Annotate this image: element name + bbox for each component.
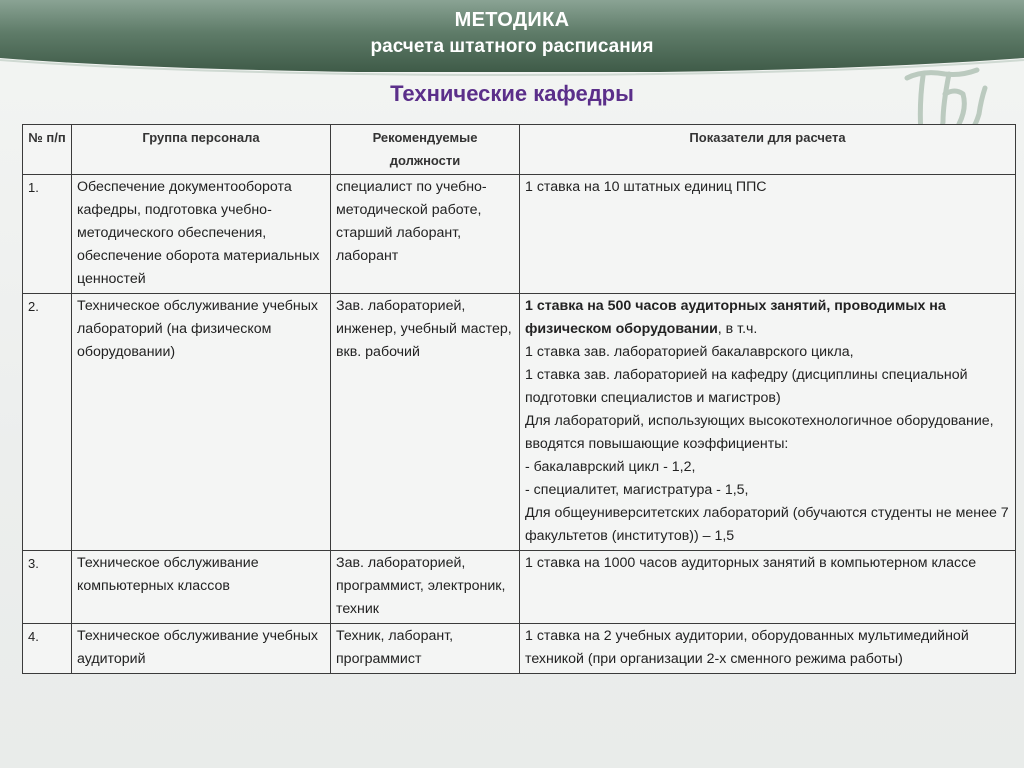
- table-row: [23, 551, 1016, 624]
- indicator-line: - специалитет, магистратура - 1,5,: [525, 482, 749, 498]
- column-header-indicators: Показатели для расчета: [520, 125, 1016, 175]
- indicator-line: 1 ставка зав. лабораторией бакалаврского цикла,: [525, 344, 854, 360]
- staffing-table: [22, 124, 1016, 674]
- slide-title: МЕТОДИКА: [454, 9, 570, 31]
- row-group: Обеспечение документооборота кафедры, подготовка учебно-методического обеспечения, обеспечение оборота материальных ценностей: [72, 175, 331, 294]
- row-number: 2.: [23, 294, 72, 551]
- row-positions: [331, 294, 520, 551]
- row-number: 4.: [23, 624, 72, 674]
- table-row: [23, 294, 1016, 551]
- row-positions: специалист по учебно-методической работе, старший лаборант, лаборант: [331, 175, 520, 294]
- column-header-number: № п/п: [23, 125, 72, 175]
- indicator-line: Для общеуниверситетских лабораторий (обучаются студенты не менее 7 факультетов (институтов)) – 1,5: [525, 505, 1009, 544]
- row-indicators: 1 ставка на 2 учебных аудитории, оборудованных мультимедийной техникой (при организации 2-х сменного режима работы): [520, 624, 1016, 674]
- row-positions: Техник, лаборант, программист: [331, 624, 520, 674]
- row-group: Техническое обслуживание учебных лабораторий (на физическом оборудовании): [72, 294, 331, 551]
- row-number: 3.: [23, 551, 72, 624]
- indicator-line: 1 ставка зав. лабораторией на кафедру (дисциплины специальной подготовки специалистов и магистров): [525, 367, 968, 406]
- indicator-line: - бакалаврский цикл - 1,2,: [525, 459, 696, 475]
- row-indicators: 1 ставка на 10 штатных единиц ППС: [520, 175, 1016, 294]
- indicator-lead: [525, 295, 1010, 341]
- row-group: Техническое обслуживание компьютерных классов: [72, 551, 331, 624]
- row-indicators: [520, 294, 1016, 551]
- slide-subtitle: расчета штатного расписания: [370, 36, 654, 57]
- row-group: Техническое обслуживание учебных аудиторий: [72, 624, 331, 674]
- positions-line: Зав. лабораторией, инженер, учебный мастер,: [336, 298, 512, 337]
- column-header-group: Группа персонала: [72, 125, 331, 175]
- table-row: [23, 175, 1016, 294]
- row-positions: Зав. лабораторией, программист, электроник, техник: [331, 551, 520, 624]
- positions-line: вкв. рабочий: [336, 344, 420, 360]
- indicator-bold-suffix: , в т.ч.: [717, 321, 758, 337]
- column-header-positions: Рекомендуемые должности: [331, 125, 520, 175]
- indicator-bold-text: 1 ставка на 500 часов аудиторных занятий, проводимых на физическом оборудовании: [525, 298, 946, 337]
- indicator-line: Для лабораторий, использующих высокотехнологичное оборудование, вводятся повышающие коэффициенты:: [525, 413, 994, 452]
- table-row: [23, 624, 1016, 674]
- row-indicators: 1 ставка на 1000 часов аудиторных занятий в компьютерном классе: [520, 551, 1016, 624]
- row-number: 1.: [23, 175, 72, 294]
- section-title: Технические кафедры: [390, 81, 634, 106]
- table-header-row: [23, 125, 1016, 175]
